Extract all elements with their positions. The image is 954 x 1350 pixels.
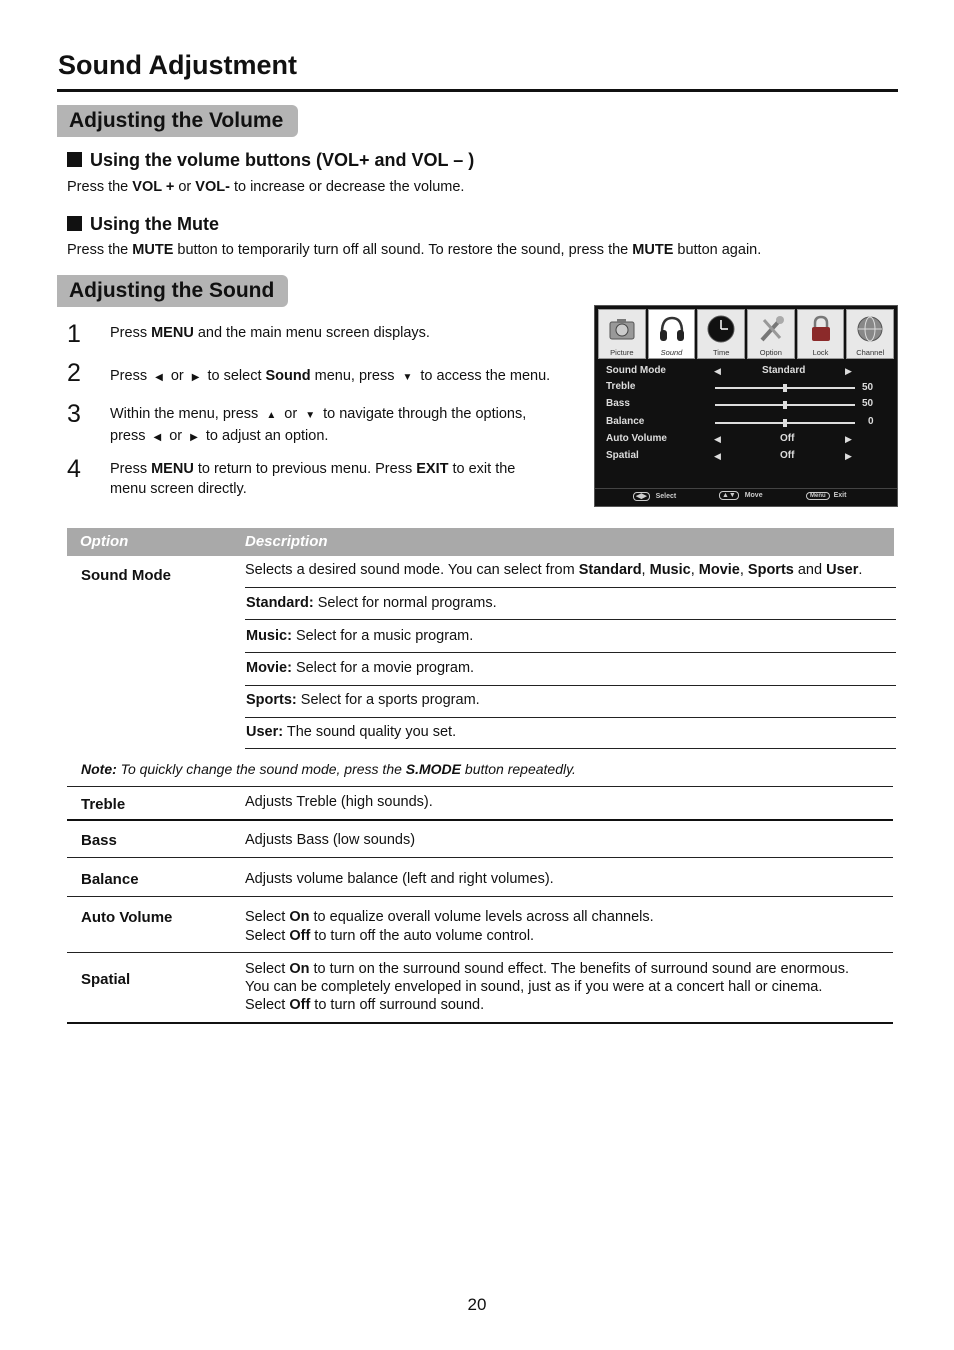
menu-row-auto-volume: Auto Volume (606, 433, 667, 444)
menu-value-auto-volume: Off (780, 433, 795, 444)
spatial-description: Select On to turn on the surround sound effect. The benefits of surround sound are enormous. You can be completely enveloped in sound, just as if you were at a concert hall or cinema. Select Off to turn off surround sound. (245, 961, 850, 1013)
step-4-text: Press MENU to return to previous menu. Press EXIT to exit the menu screen directly. (110, 461, 516, 497)
tools-icon (756, 314, 786, 344)
left-arrow-icon: ◀ (153, 432, 162, 443)
globe-icon (855, 314, 885, 344)
page-title: Sound Adjustment (58, 50, 297, 80)
right-arrow-icon: ▶ (845, 434, 852, 444)
right-arrow-icon: ▶ (845, 366, 852, 376)
row-rule (67, 952, 893, 953)
tab-picture: Picture (598, 309, 646, 359)
sound-section-heading: Adjusting the Sound (57, 275, 288, 307)
menu-value-bass: 50 (862, 398, 874, 409)
row-rule (245, 717, 896, 718)
step-number: 4 (67, 455, 81, 483)
menu-row-bass: Bass (606, 398, 630, 409)
step-number: 3 (67, 400, 81, 428)
tab-option: Option (747, 309, 795, 359)
mode-movie: Movie: Select for a movie program. (246, 660, 475, 676)
volume-buttons-text: Press the VOL + or VOL- to increase or decrease the volume. (67, 179, 465, 195)
row-rule (245, 685, 896, 686)
balance-slider (715, 422, 855, 424)
headphones-icon (657, 314, 687, 344)
mode-user: User: The sound quality you set. (246, 724, 457, 740)
tab-channel: Channel (846, 309, 894, 359)
option-sound-mode: Sound Mode (81, 567, 171, 584)
square-bullet-icon (67, 216, 82, 231)
step-3-text: Within the menu, press ▲ or ▼ to navigate through the options, press ◀ or ▶ to adjust an option. (110, 404, 560, 448)
exit-hint: Menu Exit (806, 492, 846, 499)
left-arrow-icon: ◀ (714, 366, 721, 376)
sound-mode-intro: Selects a desired sound mode. You can select from Standard, Music, Movie, Sports and User. (245, 562, 863, 578)
option-bass: Bass (81, 832, 117, 849)
tab-lock: Lock (797, 309, 845, 359)
treble-slider (715, 387, 855, 389)
sound-mode-note: Note: To quickly change the sound mode, press the S.MODE button repeatedly. (81, 761, 576, 777)
slider-knob (783, 384, 787, 392)
menu-value-spatial: Off (780, 450, 795, 461)
menu-key-icon: Menu (806, 492, 830, 500)
right-arrow-icon: ▶ (845, 451, 852, 461)
row-rule (245, 652, 896, 653)
column-description: Description (245, 533, 328, 550)
left-arrow-icon: ◀ (714, 451, 721, 461)
option-treble: Treble (81, 796, 126, 813)
option-spatial: Spatial (81, 971, 131, 988)
step-number: 2 (67, 359, 81, 387)
table-header (67, 528, 894, 556)
step-number: 1 (67, 320, 81, 348)
row-rule (67, 819, 893, 821)
table-bottom-rule (67, 1022, 893, 1024)
up-down-keys-icon: ▲▼ (719, 491, 739, 500)
move-hint: ▲▼ Move (719, 492, 763, 499)
auto-volume-description: Select On to equalize overall volume levels across all channels. Select Off to turn off the auto volume control. (245, 909, 654, 944)
row-rule (67, 896, 893, 897)
menu-value-balance: 0 (868, 416, 874, 427)
row-rule (67, 857, 893, 858)
menu-row-treble: Treble (606, 381, 636, 392)
tab-time: Time (697, 309, 745, 359)
bass-description: Adjusts Bass (low sounds) (245, 832, 416, 848)
slider-knob (783, 419, 787, 427)
balance-description: Adjusts volume balance (left and right volumes). (245, 871, 554, 887)
tab-sound: Sound (648, 309, 696, 359)
volume-buttons-heading: Using the volume buttons (VOL+ and VOL – ) (67, 150, 474, 171)
mute-heading: Using the Mute (67, 214, 219, 235)
mode-sports: Sports: Select for a sports program. (246, 692, 480, 708)
left-right-keys-icon: ◀▶ (633, 492, 650, 501)
row-rule (245, 619, 896, 620)
volume-section-heading: Adjusting the Volume (57, 105, 298, 137)
step-1-text: Press MENU and the main menu screen displays. (110, 325, 430, 341)
square-bullet-icon (67, 152, 82, 167)
slider-knob (783, 401, 787, 409)
treble-description: Adjusts Treble (high sounds). (245, 794, 433, 810)
right-arrow-icon: ▶ (190, 432, 198, 443)
right-arrow-icon: ▶ (191, 372, 200, 383)
menu-row-balance: Balance (606, 416, 645, 427)
left-arrow-icon: ◀ (714, 434, 721, 444)
mute-text: Press the MUTE button to temporarily turn off all sound. To restore the sound, press the MUTE button again. (67, 242, 762, 258)
option-auto-volume: Auto Volume (81, 909, 173, 926)
page-number: 20 (467, 1295, 487, 1314)
row-rule (245, 587, 896, 588)
down-arrow-icon: ▼ (305, 410, 316, 421)
camera-icon (607, 314, 637, 344)
option-balance: Balance (81, 871, 139, 888)
left-arrow-icon: ◀ (155, 372, 163, 383)
row-rule (67, 786, 893, 787)
mode-standard: Standard: Select for normal programs. (246, 595, 497, 611)
title-rule (57, 89, 898, 92)
menu-row-sound-mode: Sound Mode (606, 365, 666, 376)
lock-icon (806, 314, 836, 344)
menu-row-spatial: Spatial (606, 450, 639, 461)
select-hint: ◀▶ Select (633, 492, 676, 500)
column-option: Option (80, 533, 129, 550)
row-rule (245, 748, 896, 749)
menu-value-sound-mode: Standard (762, 365, 806, 376)
up-arrow-icon: ▲ (266, 410, 277, 421)
mode-music: Music: Select for a music program. (246, 628, 474, 644)
bass-slider (715, 404, 855, 406)
clock-icon (706, 314, 736, 344)
step-2-text: Press ◀ or ▶ to select Sound menu, press ▼ to access the menu. (110, 366, 550, 388)
menu-footer-rule (595, 488, 897, 489)
menu-value-treble: 50 (862, 382, 874, 393)
menu-tabs (598, 309, 894, 359)
down-arrow-icon: ▼ (402, 372, 413, 383)
tv-menu-screenshot (594, 305, 898, 507)
